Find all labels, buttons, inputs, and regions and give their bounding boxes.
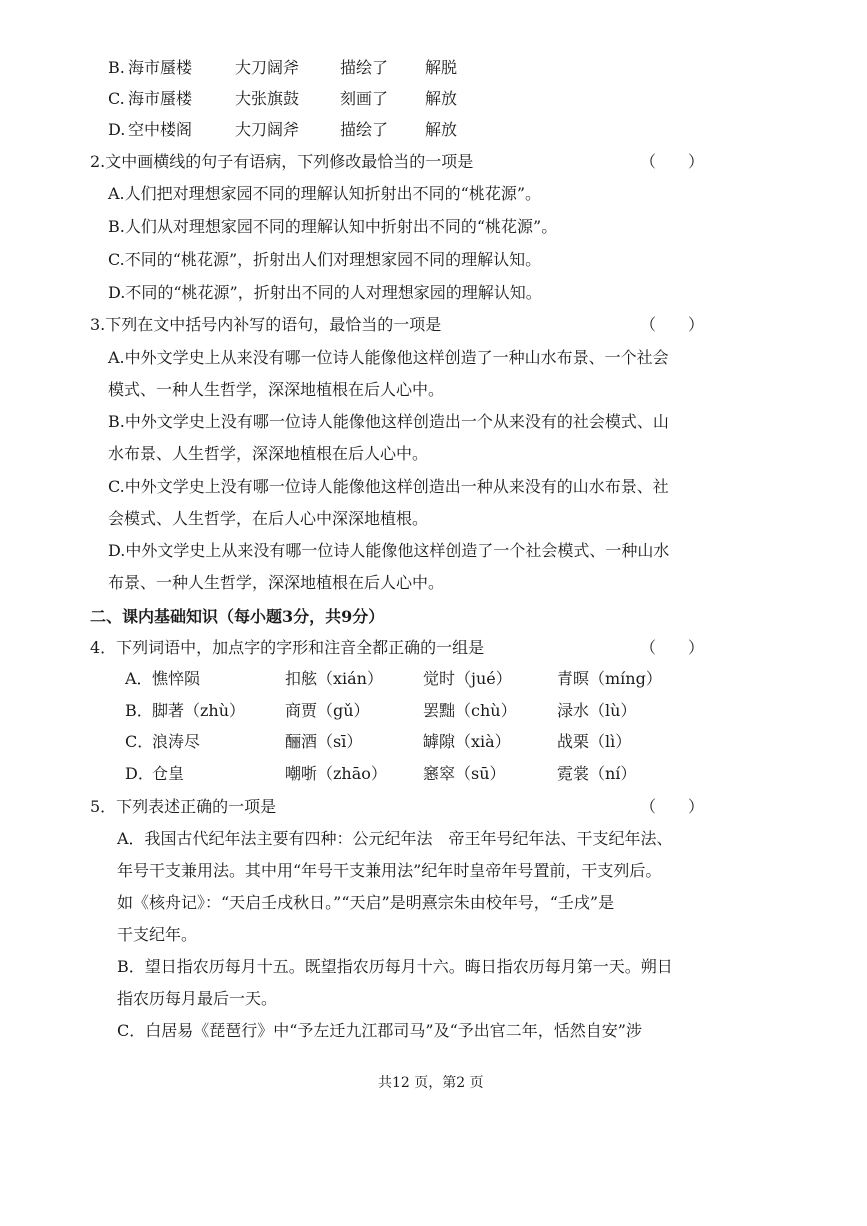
q4-word-4: 霓裳（ní） <box>557 764 637 783</box>
q4-word-3: 觉时（jué） <box>423 669 512 688</box>
q2-option-d: D.不同的“桃花源”，折射出不同的人对理想家园的理解认知。 <box>108 283 542 302</box>
q4-word-2: 嘲哳（zhāo） <box>285 764 387 783</box>
q1-option-col3: 刻画了 <box>340 89 389 108</box>
q4-word-2: 商贾（gǔ） <box>285 701 370 720</box>
q5-answer-bracket: （ ） <box>640 797 705 816</box>
q1-option-col4: 解脱 <box>425 58 458 77</box>
page-footer: 共12 页，第2 页 <box>378 1075 484 1091</box>
q4-word-1: 脚著（zhù） <box>152 701 246 720</box>
q4-word-1: 仓皇 <box>152 764 185 783</box>
q4-answer-bracket: （ ） <box>640 638 705 657</box>
q3-stem: 3.下列在文中括号内补写的语句，最恰当的一项是 <box>90 315 442 334</box>
q1-option-col4: 解放 <box>425 120 458 139</box>
q3-option-c-line1: C.中外文学史上没有哪一位诗人能像他这样创造出一种从来没有的山水布景、社 <box>108 477 669 496</box>
q2-option-b: B.人们从对理想家园不同的理解认知中折射出不同的“桃花源”。 <box>108 217 558 236</box>
q3-option-b-line2: 水布景、人生哲学，深深地植根在后人心中。 <box>108 444 429 463</box>
q4-option-label: C． <box>125 732 154 751</box>
q5-option-c-line1: C．白居易《琵琶行》中“予左迁九江郡司马”及“予出官二年，恬然自安”涉 <box>117 1021 642 1040</box>
q4-word-4: 青暝（míng） <box>557 669 662 688</box>
q5-option-a-line1: A．我国古代纪年法主要有四种：公元纪年法 帝王年号纪年法、干支纪年法、 <box>117 829 673 848</box>
q4-word-2: 酾酒（sī） <box>285 732 363 751</box>
q5-option-b-line2: 指农历每月最后一天。 <box>117 989 278 1008</box>
q1-option-col2: 大刀阔斧 <box>235 58 300 77</box>
q4-word-2: 扣舷（xián） <box>285 669 383 688</box>
q4-word-4: 战栗（lì） <box>557 732 632 751</box>
q1-option-col4: 解放 <box>425 89 458 108</box>
q5-option-b-line1: B．望日指农历每月十五。既望指农历每月十六。晦日指农历每月第一天。朔日 <box>117 957 673 976</box>
q5-option-a-line2: 年号干支兼用法。其中用“年号干支兼用法”纪年时皇帝年号置前，干支列后。 <box>117 861 662 880</box>
q1-option-col3: 描绘了 <box>340 120 389 139</box>
q4-word-3: 窸窣（sū） <box>423 764 506 783</box>
q1-option-label: B. <box>108 58 125 77</box>
q4-word-3: 罢黜（chù） <box>423 701 517 720</box>
section-heading: 二、课内基础知识（每小题3分，共9分） <box>90 607 385 626</box>
q2-answer-bracket: （ ） <box>640 152 705 171</box>
q2-option-a: A.人们把对理想家园不同的理解认知折射出不同的“桃花源”。 <box>108 184 542 203</box>
q3-option-b-line1: B.中外文学史上没有哪一位诗人能像他这样创造出一个从来没有的社会模式、山 <box>108 412 669 431</box>
q1-option-label: D. <box>108 120 126 139</box>
q1-option-col1: 海市蜃楼 <box>128 58 193 77</box>
q2-stem: 2.文中画横线的句子有语病，下列修改最恰当的一项是 <box>90 152 474 171</box>
q5-option-a-line3: 如《核舟记》：“天启壬戌秋日。”“天启”是明熹宗朱由校年号，“壬戌”是 <box>117 893 615 912</box>
q1-option-col1: 海市蜃楼 <box>128 89 193 108</box>
q3-option-a-line2: 模式、一种人生哲学，深深地植根在后人心中。 <box>108 380 445 399</box>
q3-option-c-line2: 会模式、人生哲学，在后人心中深深地植根。 <box>108 509 429 528</box>
q1-option-col2: 大刀阔斧 <box>235 120 300 139</box>
q4-word-3: 罅隙（xià） <box>423 732 511 751</box>
q4-word-4: 渌水（lù） <box>557 701 637 720</box>
q4-option-label: A． <box>125 669 153 688</box>
q1-option-col2: 大张旗鼓 <box>235 89 300 108</box>
q3-option-a-line1: A.中外文学史上从来没有哪一位诗人能像他这样创造了一种山水布景、一个社会 <box>108 348 669 367</box>
q3-answer-bracket: （ ） <box>640 315 705 334</box>
q1-option-col3: 描绘了 <box>340 58 389 77</box>
q4-option-label: B． <box>125 701 153 720</box>
q1-option-label: C. <box>108 89 125 108</box>
q3-option-d-line2: 布景、一种人生哲学，深深地植根在后人心中。 <box>108 573 445 592</box>
q1-option-col1: 空中楼阁 <box>128 120 193 139</box>
q4-word-1: 憔悴陨 <box>152 669 201 688</box>
q5-stem: 5．下列表述正确的一项是 <box>90 797 277 816</box>
q3-option-d-line1: D.中外文学史上从来没有哪一位诗人能像他这样创造了一个社会模式、一种山水 <box>108 541 670 560</box>
q4-option-label: D． <box>125 764 154 783</box>
q2-option-c: C.不同的“桃花源”，折射出人们对理想家园不同的理解认知。 <box>108 250 542 269</box>
q5-option-a-line4: 干支纪年。 <box>117 925 198 944</box>
q4-word-1: 浪涛尽 <box>152 732 201 751</box>
q4-stem: 4．下列词语中，加点字的字形和注音全都正确的一组是 <box>90 638 485 657</box>
